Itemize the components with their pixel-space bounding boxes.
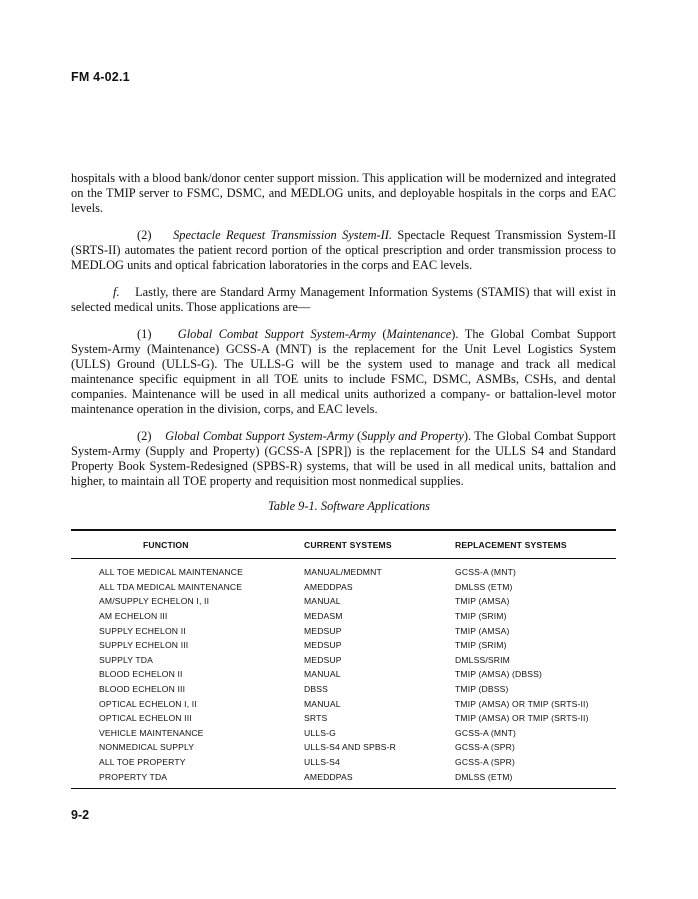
- replacement-system-cell: GCSS-A (MNT): [455, 727, 516, 738]
- current-system-cell: MANUAL: [304, 669, 341, 680]
- current-system-cell: AMEDDPAS: [304, 771, 353, 782]
- function-cell: OPTICAL ECHELON I, II: [99, 698, 197, 709]
- column-header: FUNCTION: [143, 539, 189, 550]
- current-system-cell: SRTS: [304, 713, 328, 724]
- function-cell: NONMEDICAL SUPPLY: [99, 742, 195, 753]
- table-row: [71, 682, 616, 697]
- table-row: [71, 726, 616, 741]
- paragraph-title: Spectacle Request Transmission System-II.: [173, 228, 393, 242]
- current-system-cell: MEDSUP: [304, 625, 342, 636]
- function-cell: SUPPLY TDA: [99, 654, 154, 665]
- replacement-system-cell: TMIP (DBSS): [455, 684, 509, 695]
- current-system-cell: ULLS-S4: [304, 757, 340, 768]
- function-cell: BLOOD ECHELON III: [99, 684, 186, 695]
- current-system-cell: MANUAL/MEDMNT: [304, 567, 382, 578]
- function-cell: AM/SUPPLY ECHELON I, II: [99, 596, 210, 607]
- paragraph: f. Lastly, there are Standard Army Management Information Systems (STAMIS) that will exist in selected medical units. Those applications are—: [71, 285, 616, 314]
- paragraph: (1) Global Combat Support System-Army (Maintenance). The Global Combat Support System-Army (Maintenance) GCSS-A (MNT) is the replacement for the Unit Level Logistics System (ULLS) Ground (ULLS-G). The ULLS-G will be the system used to manage and track all medical maintenance specific equipment in all TOE units to include FSMC, DSMC, ASMBs, CSHs, and dental companies. Maintenance will be used in all medical units authorized a company- or battalion-level motor maintenance operation in the division, corps, and EAC levels.: [71, 327, 616, 416]
- replacement-system-cell: DMLSS (ETM): [455, 581, 513, 592]
- current-system-cell: ULLS-S4 AND SPBS-R: [304, 742, 397, 753]
- current-system-cell: MEDSUP: [304, 654, 342, 665]
- replacement-system-cell: TMIP (SRIM): [455, 640, 507, 651]
- table-row: [71, 667, 616, 682]
- table-row: [71, 580, 616, 595]
- table-caption: Table 9-1. Software Applications: [267, 499, 430, 513]
- table-row: [71, 638, 616, 653]
- function-cell: BLOOD ECHELON II: [99, 669, 183, 680]
- page-header: FM 4-02.1: [71, 70, 130, 84]
- replacement-system-cell: TMIP (AMSA) OR TMIP (SRTS-II): [455, 713, 589, 724]
- table-header-row: [71, 531, 616, 558]
- replacement-system-cell: GCSS-A (SPR): [455, 742, 516, 753]
- replacement-system-cell: TMIP (AMSA) (DBSS): [455, 669, 543, 680]
- replacement-system-cell: DMLSS (ETM): [455, 771, 513, 782]
- paragraph: (2) Global Combat Support System-Army (Supply and Property). The Global Combat Support System-Army (Supply and Property) (GCSS-A [SPR]) is the replacement for the ULLS S4 and Standard Property Book System-Redesigned (SPBS-R) systems, that will be used in all medical units, battalion and higher, to maintain all TOE property and requisition most nonmedical supplies.: [71, 429, 616, 488]
- column-header: REPLACEMENT SYSTEMS: [455, 539, 567, 550]
- current-system-cell: MEDSUP: [304, 640, 342, 651]
- paragraph-title: Global Combat Support System-Army: [177, 327, 376, 341]
- paragraph-title: Global Combat Support System-Army: [165, 429, 354, 443]
- function-cell: VEHICLE MAINTENANCE: [99, 727, 204, 738]
- table-row: [71, 594, 616, 609]
- replacement-system-cell: TMIP (SRIM): [455, 611, 507, 622]
- table-row: [71, 609, 616, 624]
- table-row: [71, 653, 616, 668]
- paragraph: hospitals with a blood bank/donor center support mission. This application will be modernized and integrated on the TMIP server to FSMC, DSMC, and MEDLOG units, and deployable hospitals in the corps and EAC levels.: [71, 171, 616, 215]
- table-row: [71, 769, 616, 784]
- function-cell: ALL TOE PROPERTY: [99, 757, 186, 768]
- table-row: [71, 711, 616, 726]
- current-system-cell: MANUAL: [304, 698, 341, 709]
- current-system-cell: MEDASM: [304, 611, 343, 622]
- function-cell: PROPERTY TDA: [99, 771, 168, 782]
- body-text: [71, 171, 616, 501]
- current-system-cell: ULLS-G: [304, 727, 336, 738]
- function-cell: ALL TDA MEDICAL MAINTENANCE: [99, 581, 243, 592]
- current-system-cell: AMEDDPAS: [304, 581, 353, 592]
- page-number: 9-2: [71, 808, 90, 822]
- current-system-cell: MANUAL: [304, 596, 341, 607]
- function-cell: SUPPLY ECHELON III: [99, 640, 189, 651]
- replacement-system-cell: TMIP (AMSA): [455, 596, 510, 607]
- function-cell: SUPPLY ECHELON II: [99, 625, 186, 636]
- replacement-system-cell: TMIP (AMSA) OR TMIP (SRTS-II): [455, 698, 589, 709]
- software-applications-table: [71, 529, 616, 789]
- table-row: [71, 755, 616, 770]
- table-row: [71, 696, 616, 711]
- replacement-system-cell: DMLSS/SRIM: [455, 654, 510, 665]
- replacement-system-cell: GCSS-A (SPR): [455, 757, 516, 768]
- table-row: [71, 623, 616, 638]
- column-header: CURRENT SYSTEMS: [304, 539, 392, 550]
- paragraph: (2) Spectacle Request Transmission System-II. Spectacle Request Transmission System-II (SRTS-II) automates the patient record portion of the optical prescription and order transmission process to MEDLOG units and optical fabrication laboratories in the corps and EAC levels.: [71, 228, 617, 272]
- function-cell: ALL TOE MEDICAL MAINTENANCE: [99, 567, 243, 578]
- function-cell: OPTICAL ECHELON III: [99, 713, 192, 724]
- table-row: [71, 565, 616, 580]
- table-row: [71, 740, 616, 755]
- function-cell: AM ECHELON III: [99, 611, 168, 622]
- replacement-system-cell: GCSS-A (MNT): [455, 567, 516, 578]
- table-bottom-rule: [71, 788, 616, 789]
- replacement-system-cell: TMIP (AMSA): [455, 625, 510, 636]
- current-system-cell: DBSS: [304, 684, 329, 695]
